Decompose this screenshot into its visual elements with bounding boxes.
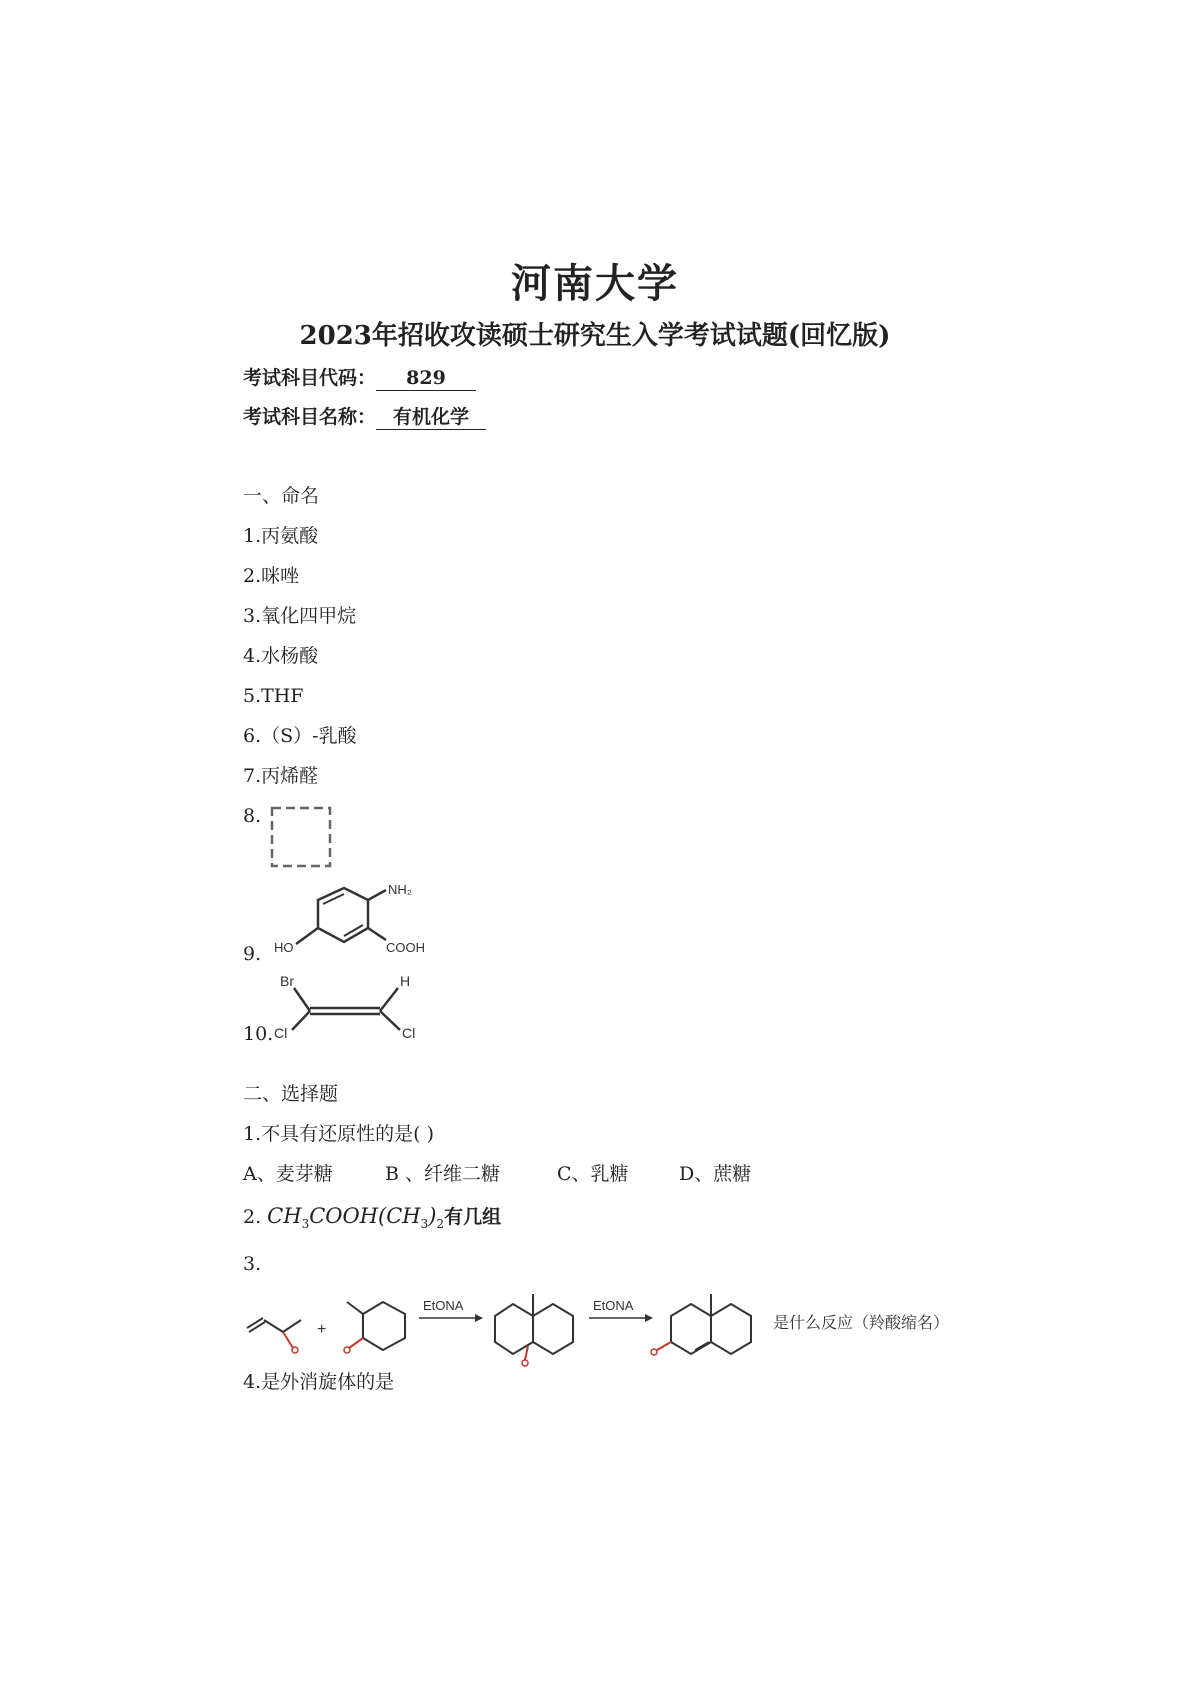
subject-code-label: 考试科目代码： [243, 367, 377, 389]
option-a: A、麦芽糖 [243, 1163, 333, 1185]
subject-name-value: 有机化学 [376, 405, 486, 430]
intermediate-structure [495, 1294, 573, 1366]
structure-8-cyclobutane [266, 802, 338, 874]
subject-name-row [243, 405, 486, 430]
reagent-1: EtONA [423, 1298, 464, 1313]
section-heading-choice: 二、选择题 [243, 1083, 339, 1105]
question-2-number: 2. [243, 1206, 268, 1228]
question-2-suffix: 有几组 [444, 1206, 502, 1228]
br-label: Br [280, 973, 294, 989]
naming-item: 8. [243, 805, 262, 827]
methylcyclohexanone-structure [344, 1302, 405, 1353]
methyl-vinyl-ketone-structure [247, 1318, 301, 1353]
naming-item: 5.THF [243, 685, 304, 707]
question-1-stem: 1.不具有还原性的是( ) [243, 1123, 434, 1145]
formula-part: CH [267, 1204, 302, 1228]
question-3-number: 3. [243, 1253, 262, 1275]
cl-left-label: Cl [274, 1025, 288, 1041]
reagent-2: EtONA [593, 1298, 634, 1313]
question-4-stem: 4.是外消旋体的是 [243, 1371, 395, 1393]
plus-sign: + [317, 1321, 327, 1338]
cooh-label: COOH [386, 940, 425, 955]
university-title: 河南大学 [511, 260, 679, 307]
structure-10-bromodichloroethene [270, 970, 430, 1040]
question-2-formula [267, 1204, 445, 1232]
naming-item: 7.丙烯醛 [243, 765, 319, 787]
question-3-text: 是什么反应（羚酸缩名） [773, 1315, 950, 1332]
subject-name-label: 考试科目名称： [243, 406, 377, 428]
naming-item: 1.丙氨酸 [243, 525, 319, 547]
reaction-arrow-2 [589, 1298, 653, 1322]
option-c: C、乳糖 [557, 1163, 629, 1185]
formula-subscript: 3 [301, 1217, 310, 1232]
subject-code-value: 829 [376, 366, 476, 391]
ho-label: HO [274, 940, 294, 955]
exam-title: 2023年招收攻读硕士研究生入学考试试题(回忆版) [299, 321, 891, 351]
question-1-options [243, 1162, 751, 1186]
reaction-arrow-1 [419, 1298, 483, 1322]
naming-item: 9. [243, 943, 262, 965]
cl-right-label: Cl [402, 1025, 416, 1041]
naming-item: 4.水杨酸 [243, 645, 319, 667]
structure-9-aminohydroxybenzoic-acid [268, 880, 425, 970]
naming-item: 6.（S）-乳酸 [243, 725, 357, 747]
product-structure [651, 1294, 751, 1355]
naming-item: 3.氧化四甲烷 [243, 605, 357, 627]
formula-subscript: 3 [420, 1217, 429, 1232]
h-label: H [400, 973, 411, 989]
option-b: B 、纤维二糖 [385, 1163, 501, 1185]
subject-code-row [243, 366, 476, 391]
question-2 [243, 1204, 501, 1236]
option-d: D、蔗糖 [679, 1163, 752, 1185]
naming-item: 2.咪唑 [243, 565, 300, 587]
formula-part: ) [428, 1204, 437, 1228]
nh2-label: NH₂ [388, 882, 412, 897]
naming-item: 10. [243, 1023, 274, 1045]
formula-part: COOH(CH [309, 1204, 421, 1228]
question-3-reaction-scheme [243, 1286, 963, 1370]
formula-subscript: 2 [436, 1217, 445, 1232]
section-heading-naming: 一、命名 [243, 485, 320, 507]
